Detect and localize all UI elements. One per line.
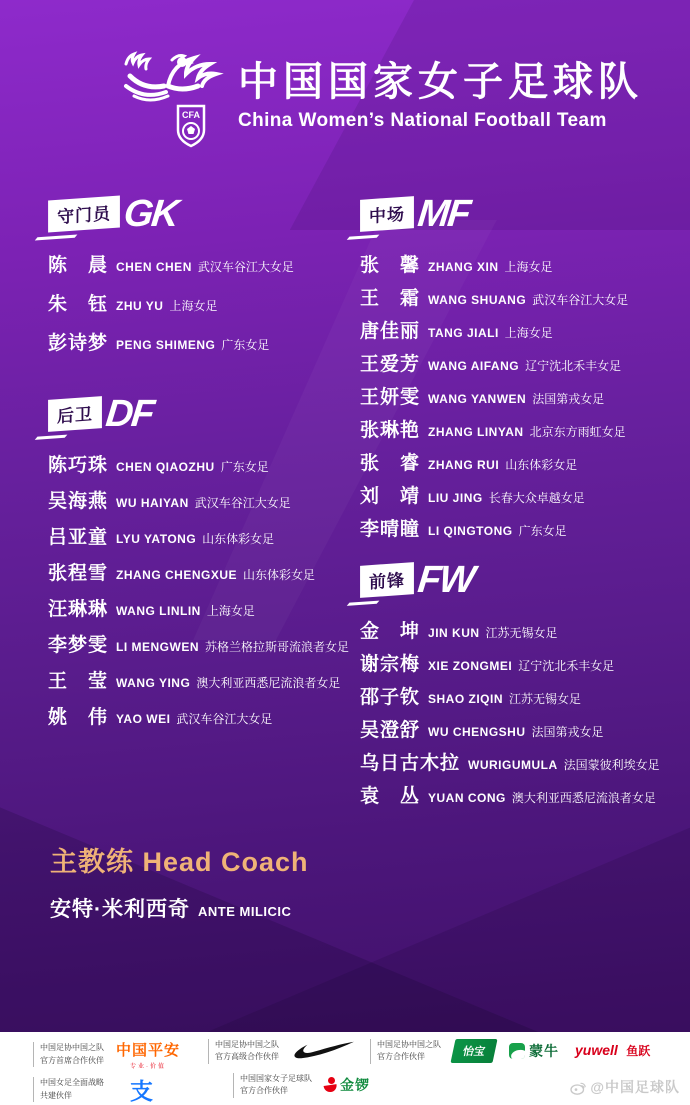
player-club: 法国第戎女足 (532, 392, 605, 406)
coach-name-cn: 安特·米利西奇 (50, 898, 190, 921)
yuwell-logo-en: yuwell (575, 1042, 618, 1059)
player-row (360, 382, 628, 409)
player-club: 苏格兰格拉斯哥流浪者女足 (205, 640, 350, 654)
player-club: 上海女足 (504, 260, 553, 274)
player-club: 武汉车谷江大女足 (194, 496, 291, 510)
player-list-mf (360, 250, 628, 541)
section-label-cn: 后卫 (48, 396, 102, 432)
sponsor-block-alipay (33, 1073, 153, 1105)
player-club: 澳大利亚西悉尼流浪者女足 (511, 791, 656, 805)
player-row (360, 514, 628, 541)
player-list-gk (48, 250, 294, 355)
player-row (360, 283, 628, 310)
player-name-en: WANG YING (116, 676, 191, 690)
weibo-icon (570, 1080, 587, 1095)
weibo-watermark (570, 1077, 680, 1097)
player-name-en: TANG JIALI (428, 326, 499, 340)
cfa-shield (178, 106, 204, 146)
player-name-en: ZHANG XIN (428, 260, 499, 274)
sponsor-caption-line1: 中国足协中国之队 (377, 1040, 441, 1049)
player-row (48, 486, 349, 513)
section-forwards (360, 558, 660, 808)
player-name-en: XIE ZONGMEI (428, 659, 513, 673)
player-name-en: ZHANG CHENGXUE (116, 568, 238, 582)
player-name-en: CHEN QIAOZHU (116, 460, 215, 474)
sponsor-block-jinluo (233, 1073, 370, 1098)
coach-name (50, 893, 309, 923)
player-name-cn: 邵子钦 (360, 687, 421, 708)
player-name-cn: 王 莹 (48, 671, 109, 692)
player-name-cn: 金 坤 (360, 621, 421, 642)
player-row (48, 666, 349, 693)
player-name-cn: 吴海燕 (48, 491, 109, 512)
player-club: 广东女足 (518, 524, 567, 538)
pingan-logo-text: 中国平安 (116, 1042, 181, 1059)
coach-name-en: ANTE MILICIC (198, 904, 292, 919)
player-name-cn: 张 馨 (360, 255, 421, 276)
mengniu-logo-text: 蒙牛 (529, 1043, 559, 1060)
player-row (48, 702, 349, 729)
section-header-gk (48, 192, 294, 236)
player-name-en: PENG SHIMENG (116, 338, 216, 352)
nike-swoosh-icon (293, 1040, 355, 1062)
coach-title: 主教练 Head Coach (50, 847, 309, 877)
header (112, 42, 643, 152)
page-title-en: China Women’s National Football Team (238, 110, 607, 131)
player-name-cn: 张程雪 (48, 563, 109, 584)
jinluo-icon (324, 1077, 337, 1093)
player-row (360, 481, 628, 508)
player-club: 北京东方雨虹女足 (529, 425, 626, 439)
player-row (360, 250, 628, 277)
sponsor-caption-line1: 中国国家女子足球队 (240, 1074, 312, 1083)
player-row (360, 682, 660, 709)
player-name-cn: 吴澄舒 (360, 720, 421, 741)
player-row (48, 630, 349, 657)
sponsor-strip (0, 1032, 690, 1105)
player-name-en: ZHANG LINYAN (428, 425, 524, 439)
sponsor-caption-line2: 共建伙伴 (40, 1090, 72, 1100)
player-name-en: WU CHENGSHU (428, 725, 526, 739)
sponsor-caption-line2: 官方合作伙伴 (240, 1086, 288, 1096)
player-row (48, 594, 349, 621)
section-goalkeepers (48, 192, 294, 355)
player-row (48, 250, 294, 277)
mengniu-logo (509, 1041, 559, 1061)
player-name-cn: 王妍雯 (360, 387, 421, 408)
player-club: 山东体彩女足 (202, 532, 275, 546)
yibao-logo: 怡宝 (450, 1039, 497, 1063)
player-name-cn: 刘 靖 (360, 486, 421, 507)
player-name-cn: 唐佳丽 (360, 321, 421, 342)
player-club: 江苏无锡女足 (509, 692, 582, 706)
player-club: 上海女足 (504, 326, 553, 340)
player-club: 山东体彩女足 (243, 568, 316, 582)
section-defenders (48, 392, 349, 729)
sponsor-caption-line2: 官方高级合作伙伴 (215, 1052, 279, 1062)
player-name-cn: 陈巧珠 (48, 455, 109, 476)
player-name-en: WANG LINLIN (116, 604, 201, 618)
player-name-cn: 吕亚童 (48, 527, 109, 548)
section-label-en: MF (415, 193, 472, 235)
sponsor-caption-line2: 官方合作伙伴 (377, 1052, 425, 1062)
player-name-cn: 朱 钰 (48, 294, 109, 315)
player-row (360, 448, 628, 475)
sponsor-caption-line1: 中国足协中国之队 (40, 1043, 104, 1053)
player-row (360, 415, 628, 442)
sponsor-caption (33, 1042, 104, 1067)
section-label-cn: 前锋 (360, 562, 414, 598)
jinluo-logo-text: 金锣 (340, 1077, 370, 1094)
player-name-en: WANG SHUANG (428, 293, 527, 307)
player-club: 广东女足 (220, 460, 269, 474)
sponsor-caption (208, 1039, 279, 1064)
section-header-df (48, 392, 349, 436)
watermark-text: @中国足球队 (590, 1079, 680, 1095)
player-row (48, 450, 349, 477)
player-name-cn: 王 霜 (360, 288, 421, 309)
player-name-cn: 张 睿 (360, 453, 421, 474)
sponsor-caption-line2: 官方首席合作伙伴 (40, 1055, 104, 1065)
player-name-en: LI MENGWEN (116, 640, 200, 654)
player-name-en: SHAO ZIQIN (428, 692, 504, 706)
jinluo-logo (324, 1075, 370, 1095)
player-club: 武汉车谷江大女足 (532, 293, 629, 307)
player-club: 上海女足 (206, 604, 255, 618)
player-name-cn: 乌日古木拉 (360, 753, 461, 774)
player-name-en: WANG AIFANG (428, 359, 520, 373)
section-label-cn: 中场 (360, 196, 414, 232)
player-club: 辽宁沈北禾丰女足 (518, 659, 615, 673)
player-club: 上海女足 (169, 299, 218, 313)
player-row (48, 328, 294, 355)
player-club: 长春大众卓越女足 (488, 491, 585, 505)
coach-block (50, 840, 309, 923)
sponsor-caption (33, 1077, 104, 1102)
alipay-logo: 支 (130, 1078, 153, 1104)
player-name-en: ZHU YU (116, 299, 164, 313)
section-label-en: DF (103, 393, 155, 435)
section-midfielders (360, 192, 628, 541)
player-club: 山东体彩女足 (505, 458, 578, 472)
player-name-cn: 袁 丛 (360, 786, 421, 807)
player-name-cn: 谢宗梅 (360, 654, 421, 675)
player-name-cn: 汪琳琳 (48, 599, 109, 620)
player-row (360, 748, 660, 775)
sponsor-block-nike (208, 1039, 355, 1064)
player-club: 辽宁沈北禾丰女足 (525, 359, 622, 373)
yuwell-logo-cn: 鱼跃 (626, 1044, 651, 1059)
player-name-cn: 李晴瞳 (360, 519, 421, 540)
player-list-fw (360, 616, 660, 808)
player-name-en: LI QINGTONG (428, 524, 513, 538)
player-name-en: JIN KUN (428, 626, 480, 640)
sponsor-caption (233, 1073, 312, 1098)
section-header-mf (360, 192, 628, 236)
pingan-logo-slogan: 专业·价值 (130, 1064, 166, 1070)
player-club: 武汉车谷江大女足 (176, 712, 273, 726)
logo-cfa-text: CFA (182, 110, 200, 120)
sponsor-caption-line1: 中国足协中国之队 (215, 1040, 279, 1049)
header-titles (238, 60, 643, 132)
player-club: 江苏无锡女足 (485, 626, 558, 640)
mengniu-icon (509, 1043, 525, 1059)
player-club: 广东女足 (221, 338, 270, 352)
section-label-cn: 守门员 (48, 195, 120, 232)
player-name-en: WU HAIYAN (116, 496, 189, 510)
player-row (360, 316, 628, 343)
section-label-en: FW (415, 559, 476, 601)
player-row (48, 522, 349, 549)
player-name-cn: 李梦雯 (48, 635, 109, 656)
player-name-cn: 彭诗梦 (48, 333, 109, 354)
page-title-cn: 中国国家女子足球队 (238, 60, 643, 104)
player-name-en: WURIGUMULA (468, 758, 558, 772)
player-name-en: CHEN CHEN (116, 260, 192, 274)
player-name-en: YAO WEI (116, 712, 171, 726)
player-club: 法国第戎女足 (531, 725, 604, 739)
player-name-cn: 王爱芳 (360, 354, 421, 375)
section-label-en: GK (121, 193, 180, 235)
player-row (48, 289, 294, 316)
player-row (360, 781, 660, 808)
player-name-cn: 姚 伟 (48, 707, 109, 728)
player-name-en: WANG YANWEN (428, 392, 527, 406)
cfa-phoenix-logo (112, 42, 224, 152)
player-name-en: ZHANG RUI (428, 458, 500, 472)
pingan-logo (116, 1039, 180, 1070)
player-club: 武汉车谷江大女足 (197, 260, 294, 274)
player-name-cn: 陈 晨 (48, 255, 109, 276)
yuwell-logo (575, 1042, 650, 1060)
player-row (360, 715, 660, 742)
player-name-en: YUAN CONG (428, 791, 506, 805)
player-row (48, 558, 349, 585)
player-row (360, 649, 660, 676)
sponsor-block-pingan (33, 1039, 180, 1070)
player-list-df (48, 450, 349, 729)
player-row (360, 349, 628, 376)
player-club: 法国蒙彼利埃女足 (563, 758, 660, 772)
player-name-en: LYU YATONG (116, 532, 197, 546)
player-name-cn: 张琳艳 (360, 420, 421, 441)
sponsor-caption-line1: 中国女足全面战略 (40, 1078, 104, 1088)
section-header-fw (360, 558, 660, 602)
player-row (360, 616, 660, 643)
sponsor-block-partners (370, 1039, 650, 1064)
player-club: 澳大利亚西悉尼流浪者女足 (196, 676, 341, 690)
player-name-en: LIU JING (428, 491, 483, 505)
sponsor-caption (370, 1039, 441, 1064)
